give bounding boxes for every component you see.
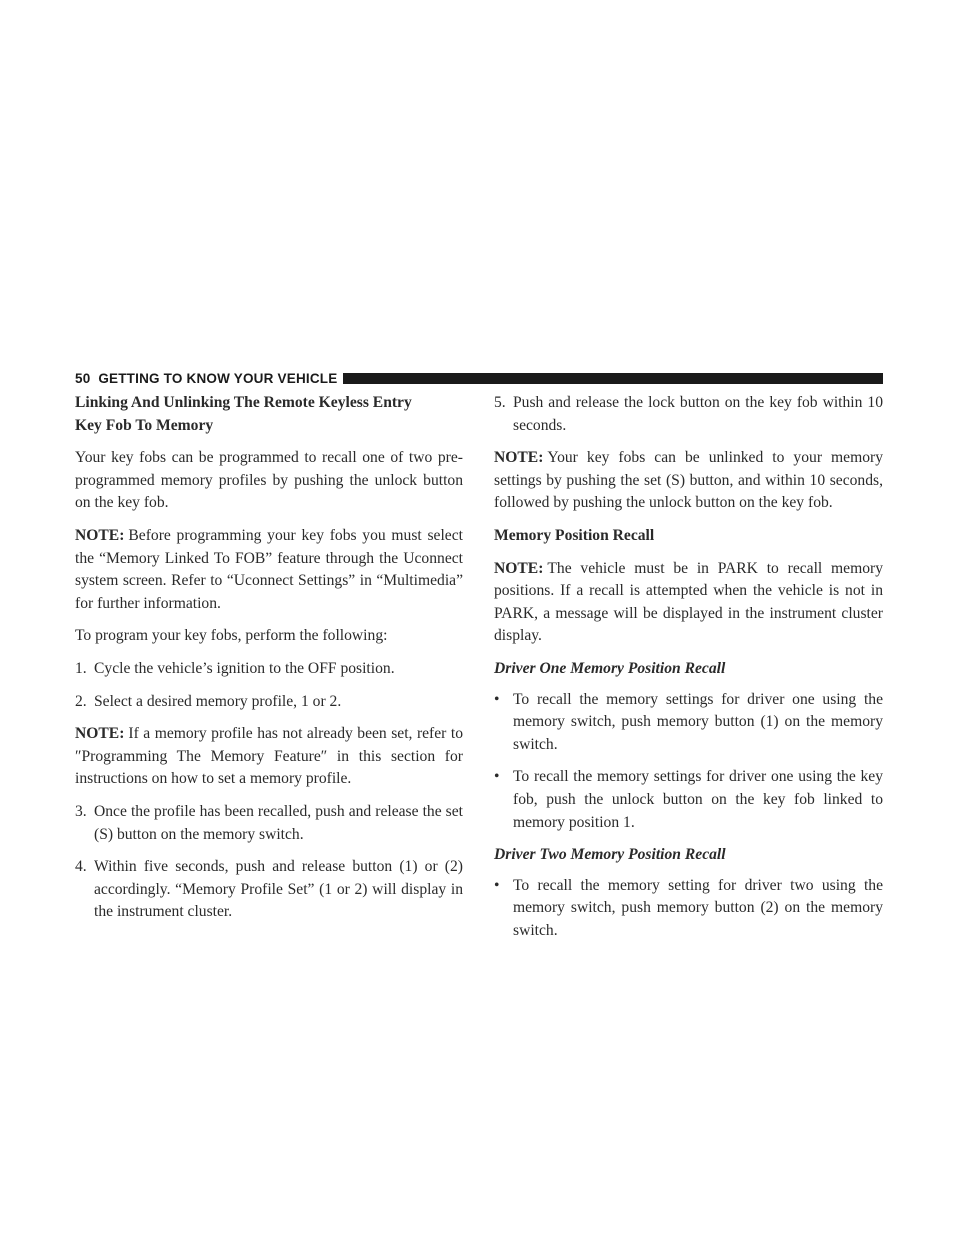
step-text: Select a desired memory profile, 1 or 2.	[94, 692, 342, 710]
right-column	[494, 392, 883, 952]
bullet-icon: •	[494, 876, 500, 894]
driver-two-bullet-1	[494, 875, 883, 943]
note-label: NOTE:	[494, 559, 544, 577]
bullet-icon: •	[494, 768, 500, 786]
note-paragraph-1	[75, 525, 463, 615]
note-paragraph-2	[75, 723, 463, 791]
section-heading-line1: Linking And Unlinking The Remote Keyless Entry	[75, 394, 412, 411]
bullet-text: To recall the memory setting for driver two using the memory switch, push memory button (2) on the memory switch.	[513, 876, 883, 939]
step-1	[75, 658, 463, 681]
step-text: Within five seconds, push and release button (1) or (2) accordingly. “Memory Profile Set” (1 or 2) will display in the instrument cluster.	[94, 858, 463, 921]
intro-paragraph: Your key fobs can be programmed to recall one of two pre-programmed memory profiles by pushing the unlock button on the key fob.	[75, 449, 463, 512]
step-number: 4.	[75, 858, 87, 876]
note-paragraph-3	[494, 447, 883, 515]
bullet-icon: •	[494, 690, 500, 708]
driver-one-heading: Driver One Memory Position Recall	[494, 659, 726, 677]
page-number: 50	[75, 370, 91, 386]
driver-one-bullet-2	[494, 766, 883, 834]
note-label: NOTE:	[494, 449, 544, 467]
step-2	[75, 691, 463, 714]
section-heading-line2: Key Fob To Memory	[75, 416, 214, 434]
step-number: 1.	[75, 659, 87, 677]
step-3	[75, 801, 463, 846]
left-column	[75, 392, 463, 934]
program-intro: To program your key fobs, perform the following:	[75, 627, 388, 645]
bullet-text: To recall the memory settings for driver one using the key fob, push the unlock button on the key fob linked to memory position 1.	[513, 768, 883, 831]
step-number: 2.	[75, 692, 87, 710]
step-number: 3.	[75, 802, 87, 820]
note-paragraph-4	[494, 558, 883, 648]
header-rule	[343, 373, 883, 384]
step-number: 5.	[494, 394, 506, 411]
section-title: GETTING TO KNOW YOUR VEHICLE	[98, 370, 338, 386]
note-text: The vehicle must be in PARK to recall memory positions. If a recall is attempted when the vehicle is not in PARK, a message will be displayed in the instrument cluster display.	[494, 559, 883, 645]
step-5	[494, 392, 883, 437]
bullet-text: To recall the memory settings for driver one using the memory switch, push memory button (1) on the memory switch.	[513, 690, 883, 753]
note-text: Before programming your key fobs you must select the “Memory Linked To FOB” feature through the Uconnect system screen. Refer to “Uconnect Settings” in “Multimedia” for further information.	[75, 526, 463, 612]
step-text: Cycle the vehicle’s ignition to the OFF position.	[94, 659, 395, 677]
step-text: Push and release the lock button on the key fob within 10 seconds.	[513, 394, 883, 434]
step-text: Once the profile has been recalled, push and release the set (S) button on the memory switch.	[94, 802, 463, 843]
note-text: If a memory profile has not already been set, refer to ″Programming The Memory Feature″ in this section for instructions on how to set a memory profile.	[75, 725, 463, 788]
note-text: Your key fobs can be unlinked to your memory settings by pushing the set (S) button, and within 10 seconds, followed by pushing the unlock button on the key fob.	[494, 449, 883, 512]
page-header-label	[75, 371, 337, 386]
note-label: NOTE:	[75, 725, 125, 743]
driver-one-bullet-1	[494, 689, 883, 757]
note-label: NOTE:	[75, 526, 125, 544]
page-header	[75, 368, 883, 388]
driver-two-heading: Driver Two Memory Position Recall	[494, 846, 726, 864]
section-heading	[75, 392, 463, 437]
recall-heading: Memory Position Recall	[494, 526, 655, 544]
step-4	[75, 856, 463, 924]
